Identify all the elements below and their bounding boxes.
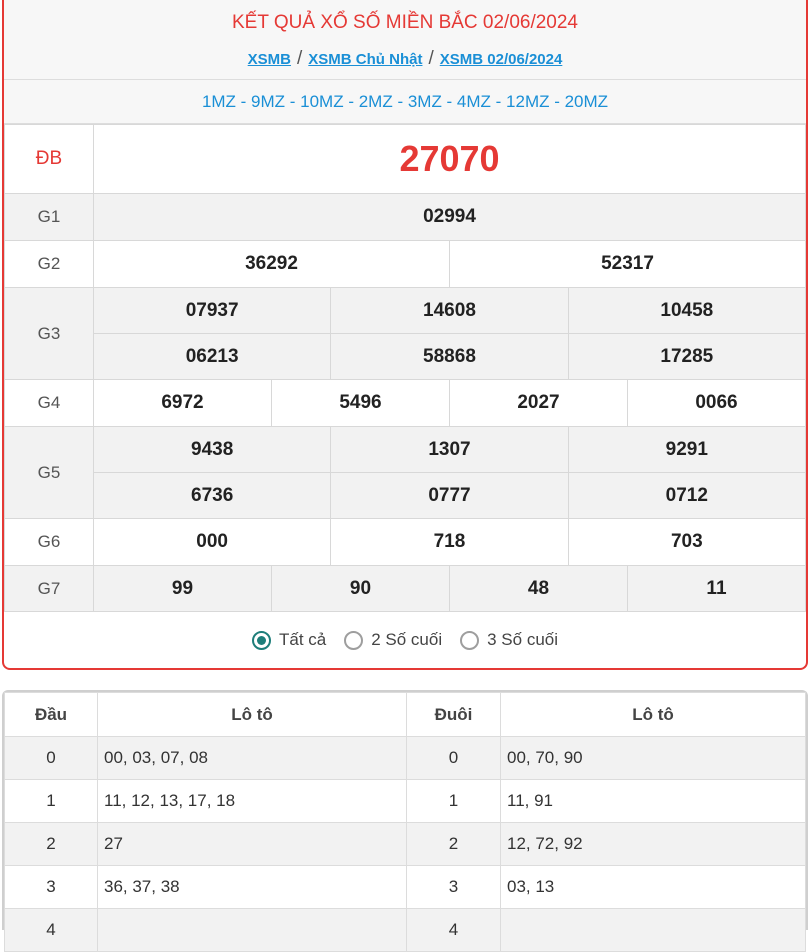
prize-label-g7: G7 — [5, 566, 94, 612]
filter-all-option[interactable] — [252, 630, 326, 650]
loto-table-card — [2, 690, 808, 939]
col-header-duoi: Đuôi — [407, 693, 501, 737]
duoi-cell: 4 — [407, 909, 501, 952]
duoi-cell: 2 — [407, 823, 501, 866]
special-prize-number: 27070 — [94, 125, 806, 194]
g6-number: 000 — [94, 519, 331, 566]
g3-number: 17285 — [568, 334, 805, 380]
prize-label-g5: G5 — [5, 427, 94, 519]
duoi-loto-cell: 12, 72, 92 — [501, 823, 806, 866]
g3-number: 58868 — [331, 334, 568, 380]
g4-number: 6972 — [94, 380, 272, 427]
breadcrumb-xsmb-date-link[interactable]: XSMB 02/06/2024 — [439, 51, 563, 68]
dau-loto-cell: 27 — [98, 823, 407, 866]
g5-number: 0777 — [331, 473, 568, 519]
digit-filter-group — [4, 612, 806, 668]
g7-number: 48 — [449, 566, 627, 612]
dau-loto-cell — [98, 909, 407, 952]
g7-number: 11 — [627, 566, 805, 612]
prize-table — [4, 124, 806, 612]
prize-label-g4: G4 — [5, 380, 94, 427]
prize-label-g6: G6 — [5, 519, 94, 566]
duoi-cell: 0 — [407, 737, 501, 780]
g6-number: 718 — [331, 519, 568, 566]
duoi-loto-cell: 11, 91 — [501, 780, 806, 823]
g6-number: 703 — [568, 519, 805, 566]
duoi-cell: 1 — [407, 780, 501, 823]
g3-number: 06213 — [94, 334, 331, 380]
breadcrumb-xsmb-link[interactable]: XSMB — [247, 51, 292, 68]
col-header-loto: Lô tô — [98, 693, 407, 737]
duoi-loto-cell: 03, 13 — [501, 866, 806, 909]
breadcrumb-xsmb-sunday-link[interactable]: XSMB Chủ Nhật — [308, 51, 423, 68]
dau-cell: 4 — [5, 909, 98, 952]
col-header-dau: Đầu — [5, 693, 98, 737]
g2-number: 36292 — [94, 241, 450, 288]
prize-label-g3: G3 — [5, 288, 94, 380]
prize-label-db: ĐB — [5, 125, 94, 194]
dau-cell: 1 — [5, 780, 98, 823]
table-row — [5, 823, 806, 866]
dau-loto-cell: 36, 37, 38 — [98, 866, 407, 909]
g3-number: 10458 — [568, 288, 805, 334]
g5-number: 9291 — [568, 427, 805, 473]
g4-number: 5496 — [271, 380, 449, 427]
filter-last-3-option[interactable] — [460, 630, 558, 650]
duoi-loto-cell: 00, 70, 90 — [501, 737, 806, 780]
page-title: KẾT QUẢ XỔ SỐ MIỀN BẮC 02/06/2024 — [4, 0, 806, 44]
draw-codes: 1MZ - 9MZ - 10MZ - 2MZ - 3MZ - 4MZ - 12MZ - 20MZ — [4, 80, 806, 124]
table-row — [5, 909, 806, 952]
table-row — [5, 866, 806, 909]
radio-unselected-icon[interactable] — [344, 631, 363, 650]
g3-number: 14608 — [331, 288, 568, 334]
dau-loto-cell: 11, 12, 13, 17, 18 — [98, 780, 407, 823]
col-header-loto: Lô tô — [501, 693, 806, 737]
loto-table — [4, 692, 806, 952]
table-row — [5, 737, 806, 780]
g3-number: 07937 — [94, 288, 331, 334]
dau-cell: 2 — [5, 823, 98, 866]
breadcrumb-separator: / — [297, 48, 303, 69]
g4-number: 0066 — [627, 380, 805, 427]
g2-number: 52317 — [449, 241, 805, 288]
dau-cell: 0 — [5, 737, 98, 780]
g5-number: 6736 — [94, 473, 331, 519]
breadcrumb-separator: / — [428, 48, 434, 69]
filter-label: Tất cả — [278, 630, 327, 649]
g7-number: 90 — [271, 566, 449, 612]
lottery-result-card — [2, 0, 808, 670]
g7-number: 99 — [94, 566, 272, 612]
g5-number: 1307 — [331, 427, 568, 473]
g5-number: 0712 — [568, 473, 805, 519]
table-row — [5, 780, 806, 823]
filter-label: 3 Số cuối — [487, 630, 559, 649]
g4-number: 2027 — [449, 380, 627, 427]
filter-label: 2 Số cuối — [371, 630, 443, 649]
g5-number: 9438 — [94, 427, 331, 473]
filter-last-2-option[interactable] — [344, 630, 442, 650]
dau-cell: 3 — [5, 866, 98, 909]
duoi-loto-cell — [501, 909, 806, 952]
breadcrumb — [4, 44, 806, 80]
dau-loto-cell: 00, 03, 07, 08 — [98, 737, 407, 780]
duoi-cell: 3 — [407, 866, 501, 909]
prize-label-g2: G2 — [5, 241, 94, 288]
g1-number: 02994 — [94, 194, 806, 241]
radio-unselected-icon[interactable] — [460, 631, 479, 650]
prize-label-g1: G1 — [5, 194, 94, 241]
radio-selected-icon[interactable] — [252, 631, 271, 650]
